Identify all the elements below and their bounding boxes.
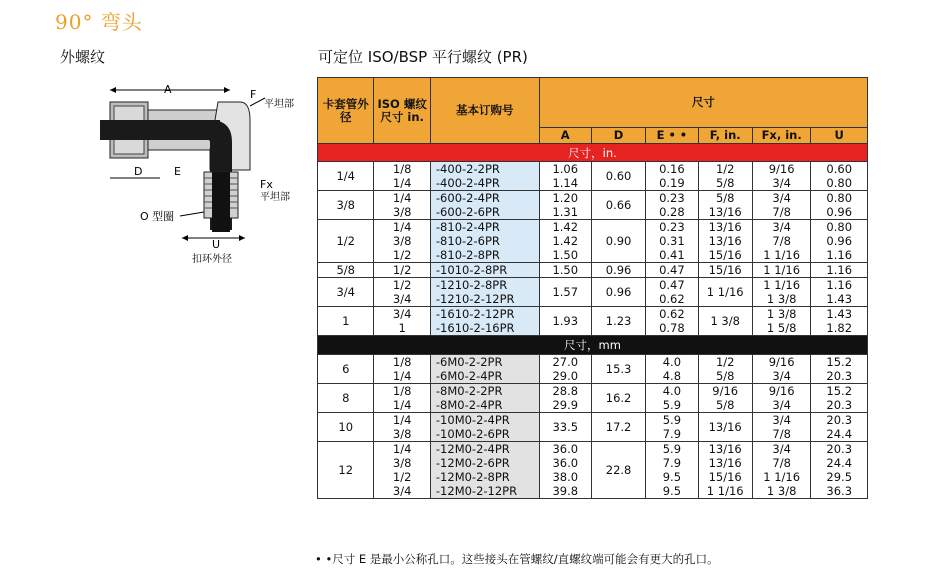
cell-order: -600-2-4PR -600-2-6PR [430, 191, 539, 220]
cell-od: 3/8 [318, 191, 374, 220]
cell-d: 0.60 [591, 162, 645, 191]
cell-order: -6M0-2-2PR -6M0-2-4PR [430, 355, 539, 384]
cell-e: 5.9 7.9 [646, 413, 698, 442]
table-row [318, 162, 868, 191]
cell-od: 8 [318, 384, 374, 413]
cell-u: 15.2 20.3 [811, 355, 868, 384]
cell-fx: 3/4 7/8 [752, 191, 811, 220]
cell-order: -8M0-2-2PR -8M0-2-4PR [430, 384, 539, 413]
cell-od: 6 [318, 355, 374, 384]
table-row [318, 220, 868, 263]
cell-a: 28.8 29.9 [539, 384, 591, 413]
label-a: A [164, 83, 172, 96]
table-row [318, 191, 868, 220]
cell-u: 20.3 24.4 [811, 413, 868, 442]
label-fx-note: 平坦部 [260, 192, 290, 203]
header-f: F, in. [698, 128, 752, 144]
cell-iso: 1/2 [374, 263, 430, 278]
footnote: • •尺寸 E 是最小公称孔口。这些接头在管螺纹/直螺纹端可能会有更大的孔口。 [315, 552, 719, 566]
header-iso-thread: ISO 螺纹尺寸 in. [374, 78, 430, 144]
label-f-note: 平坦部 [264, 99, 294, 110]
cell-u: 0.80 0.96 1.16 [811, 220, 868, 263]
cell-iso: 1/8 1/4 [374, 355, 430, 384]
table-row [318, 413, 868, 442]
units-band: 尺寸，in. [318, 144, 868, 162]
cell-fx: 3/4 7/8 1 1/16 [752, 220, 811, 263]
cell-a: 36.0 36.0 38.0 39.8 [539, 442, 591, 499]
header-a: A [539, 128, 591, 144]
label-fx: Fx [260, 178, 273, 191]
cell-f: 9/16 5/8 [698, 384, 752, 413]
cell-order: -1610-2-12PR -1610-2-16PR [430, 307, 539, 336]
cell-order: -10M0-2-4PR -10M0-2-6PR [430, 413, 539, 442]
cell-u: 20.3 24.4 29.5 36.3 [811, 442, 868, 499]
cell-od: 12 [318, 442, 374, 499]
cell-u: 1.16 [811, 263, 868, 278]
section-subtitle: 外螺纹 [60, 48, 106, 66]
cell-iso: 1/4 3/8 1/2 [374, 220, 430, 263]
label-f: F [250, 88, 257, 101]
cell-a: 27.0 29.0 [539, 355, 591, 384]
cell-d: 22.8 [591, 442, 645, 499]
cell-f: 5/8 13/16 [698, 191, 752, 220]
cell-order: -12M0-2-4PR -12M0-2-6PR -12M0-2-8PR -12M0-2-12PR [430, 442, 539, 499]
label-e: E [174, 165, 181, 178]
cell-order: -810-2-4PR -810-2-6PR -810-2-8PR [430, 220, 539, 263]
header-order-no: 基本订购号 [430, 78, 539, 144]
cell-od: 1/2 [318, 220, 374, 263]
cell-iso: 1/4 3/8 [374, 191, 430, 220]
label-u: U [212, 238, 221, 251]
header-e: E • • [646, 128, 698, 144]
table-subtitle: 可定位 ISO/BSP 平行螺纹 (PR) [318, 48, 528, 66]
cell-d: 15.3 [591, 355, 645, 384]
cell-a: 1.93 [539, 307, 591, 336]
cell-f: 1 3/8 [698, 307, 752, 336]
cell-fx: 9/16 3/4 [752, 162, 811, 191]
cell-d: 0.90 [591, 220, 645, 263]
cell-a: 33.5 [539, 413, 591, 442]
cell-order: -1010-2-8PR [430, 263, 539, 278]
header-u: U [811, 128, 868, 144]
cell-fx: 1 3/8 1 5/8 [752, 307, 811, 336]
cell-od: 3/4 [318, 278, 374, 307]
label-u-note: 扣环外径 [192, 254, 232, 265]
cell-od: 1 [318, 307, 374, 336]
table-row [318, 307, 868, 336]
cell-f: 1/2 5/8 [698, 355, 752, 384]
cell-a: 1.42 1.42 1.50 [539, 220, 591, 263]
cell-e: 4.0 5.9 [646, 384, 698, 413]
cell-u: 15.2 20.3 [811, 384, 868, 413]
units-band: 尺寸，mm [318, 336, 868, 355]
cell-e: 0.47 [646, 263, 698, 278]
elbow-fitting-diagram [100, 80, 310, 270]
table-row [318, 278, 868, 307]
cell-e: 0.23 0.31 0.41 [646, 220, 698, 263]
cell-iso: 1/2 3/4 [374, 278, 430, 307]
cell-u: 0.60 0.80 [811, 162, 868, 191]
cell-iso: 3/4 1 [374, 307, 430, 336]
cell-fx: 1 1/16 [752, 263, 811, 278]
cell-d: 0.96 [591, 263, 645, 278]
cell-u: 1.16 1.43 [811, 278, 868, 307]
cell-d: 1.23 [591, 307, 645, 336]
cell-u: 1.43 1.82 [811, 307, 868, 336]
cell-iso: 1/8 1/4 [374, 384, 430, 413]
table-row [318, 263, 868, 278]
table-row [318, 355, 868, 384]
cell-d: 16.2 [591, 384, 645, 413]
cell-f: 15/16 [698, 263, 752, 278]
cell-fx: 3/4 7/8 [752, 413, 811, 442]
cell-fx: 9/16 3/4 [752, 355, 811, 384]
cell-e: 0.16 0.19 [646, 162, 698, 191]
cell-f: 13/16 13/16 15/16 1 1/16 [698, 442, 752, 499]
cell-f: 13/16 [698, 413, 752, 442]
cell-e: 0.23 0.28 [646, 191, 698, 220]
cell-od: 1/4 [318, 162, 374, 191]
cell-e: 4.0 4.8 [646, 355, 698, 384]
table-row [318, 384, 868, 413]
cell-fx: 3/4 7/8 1 1/16 1 3/8 [752, 442, 811, 499]
page-title: 90° 弯头 [55, 10, 143, 34]
cell-iso: 1/4 3/8 [374, 413, 430, 442]
cell-a: 1.20 1.31 [539, 191, 591, 220]
cell-od: 5/8 [318, 263, 374, 278]
cell-e: 0.47 0.62 [646, 278, 698, 307]
cell-f: 1 1/16 [698, 278, 752, 307]
cell-f: 1/2 5/8 [698, 162, 752, 191]
dimensions-table [317, 77, 868, 499]
cell-fx: 9/16 3/4 [752, 384, 811, 413]
cell-order: -400-2-2PR -400-2-4PR [430, 162, 539, 191]
cell-d: 0.66 [591, 191, 645, 220]
cell-order: -1210-2-8PR -1210-2-12PR [430, 278, 539, 307]
label-o-ring: O 型圈 [140, 210, 175, 223]
cell-iso: 1/4 3/8 1/2 3/4 [374, 442, 430, 499]
header-fx: Fx, in. [752, 128, 811, 144]
header-d: D [591, 128, 645, 144]
header-tube-od: 卡套管外径 [318, 78, 374, 144]
cell-e: 5.9 7.9 9.5 9.5 [646, 442, 698, 499]
cell-fx: 1 1/16 1 3/8 [752, 278, 811, 307]
cell-od: 10 [318, 413, 374, 442]
cell-u: 0.80 0.96 [811, 191, 868, 220]
header-dimensions: 尺寸 [539, 78, 867, 128]
cell-iso: 1/8 1/4 [374, 162, 430, 191]
cell-a: 1.50 [539, 263, 591, 278]
cell-a: 1.57 [539, 278, 591, 307]
table-row [318, 442, 868, 499]
label-d: D [134, 165, 143, 178]
cell-d: 17.2 [591, 413, 645, 442]
cell-e: 0.62 0.78 [646, 307, 698, 336]
cell-d: 0.96 [591, 278, 645, 307]
cell-a: 1.06 1.14 [539, 162, 591, 191]
cell-f: 13/16 13/16 15/16 [698, 220, 752, 263]
